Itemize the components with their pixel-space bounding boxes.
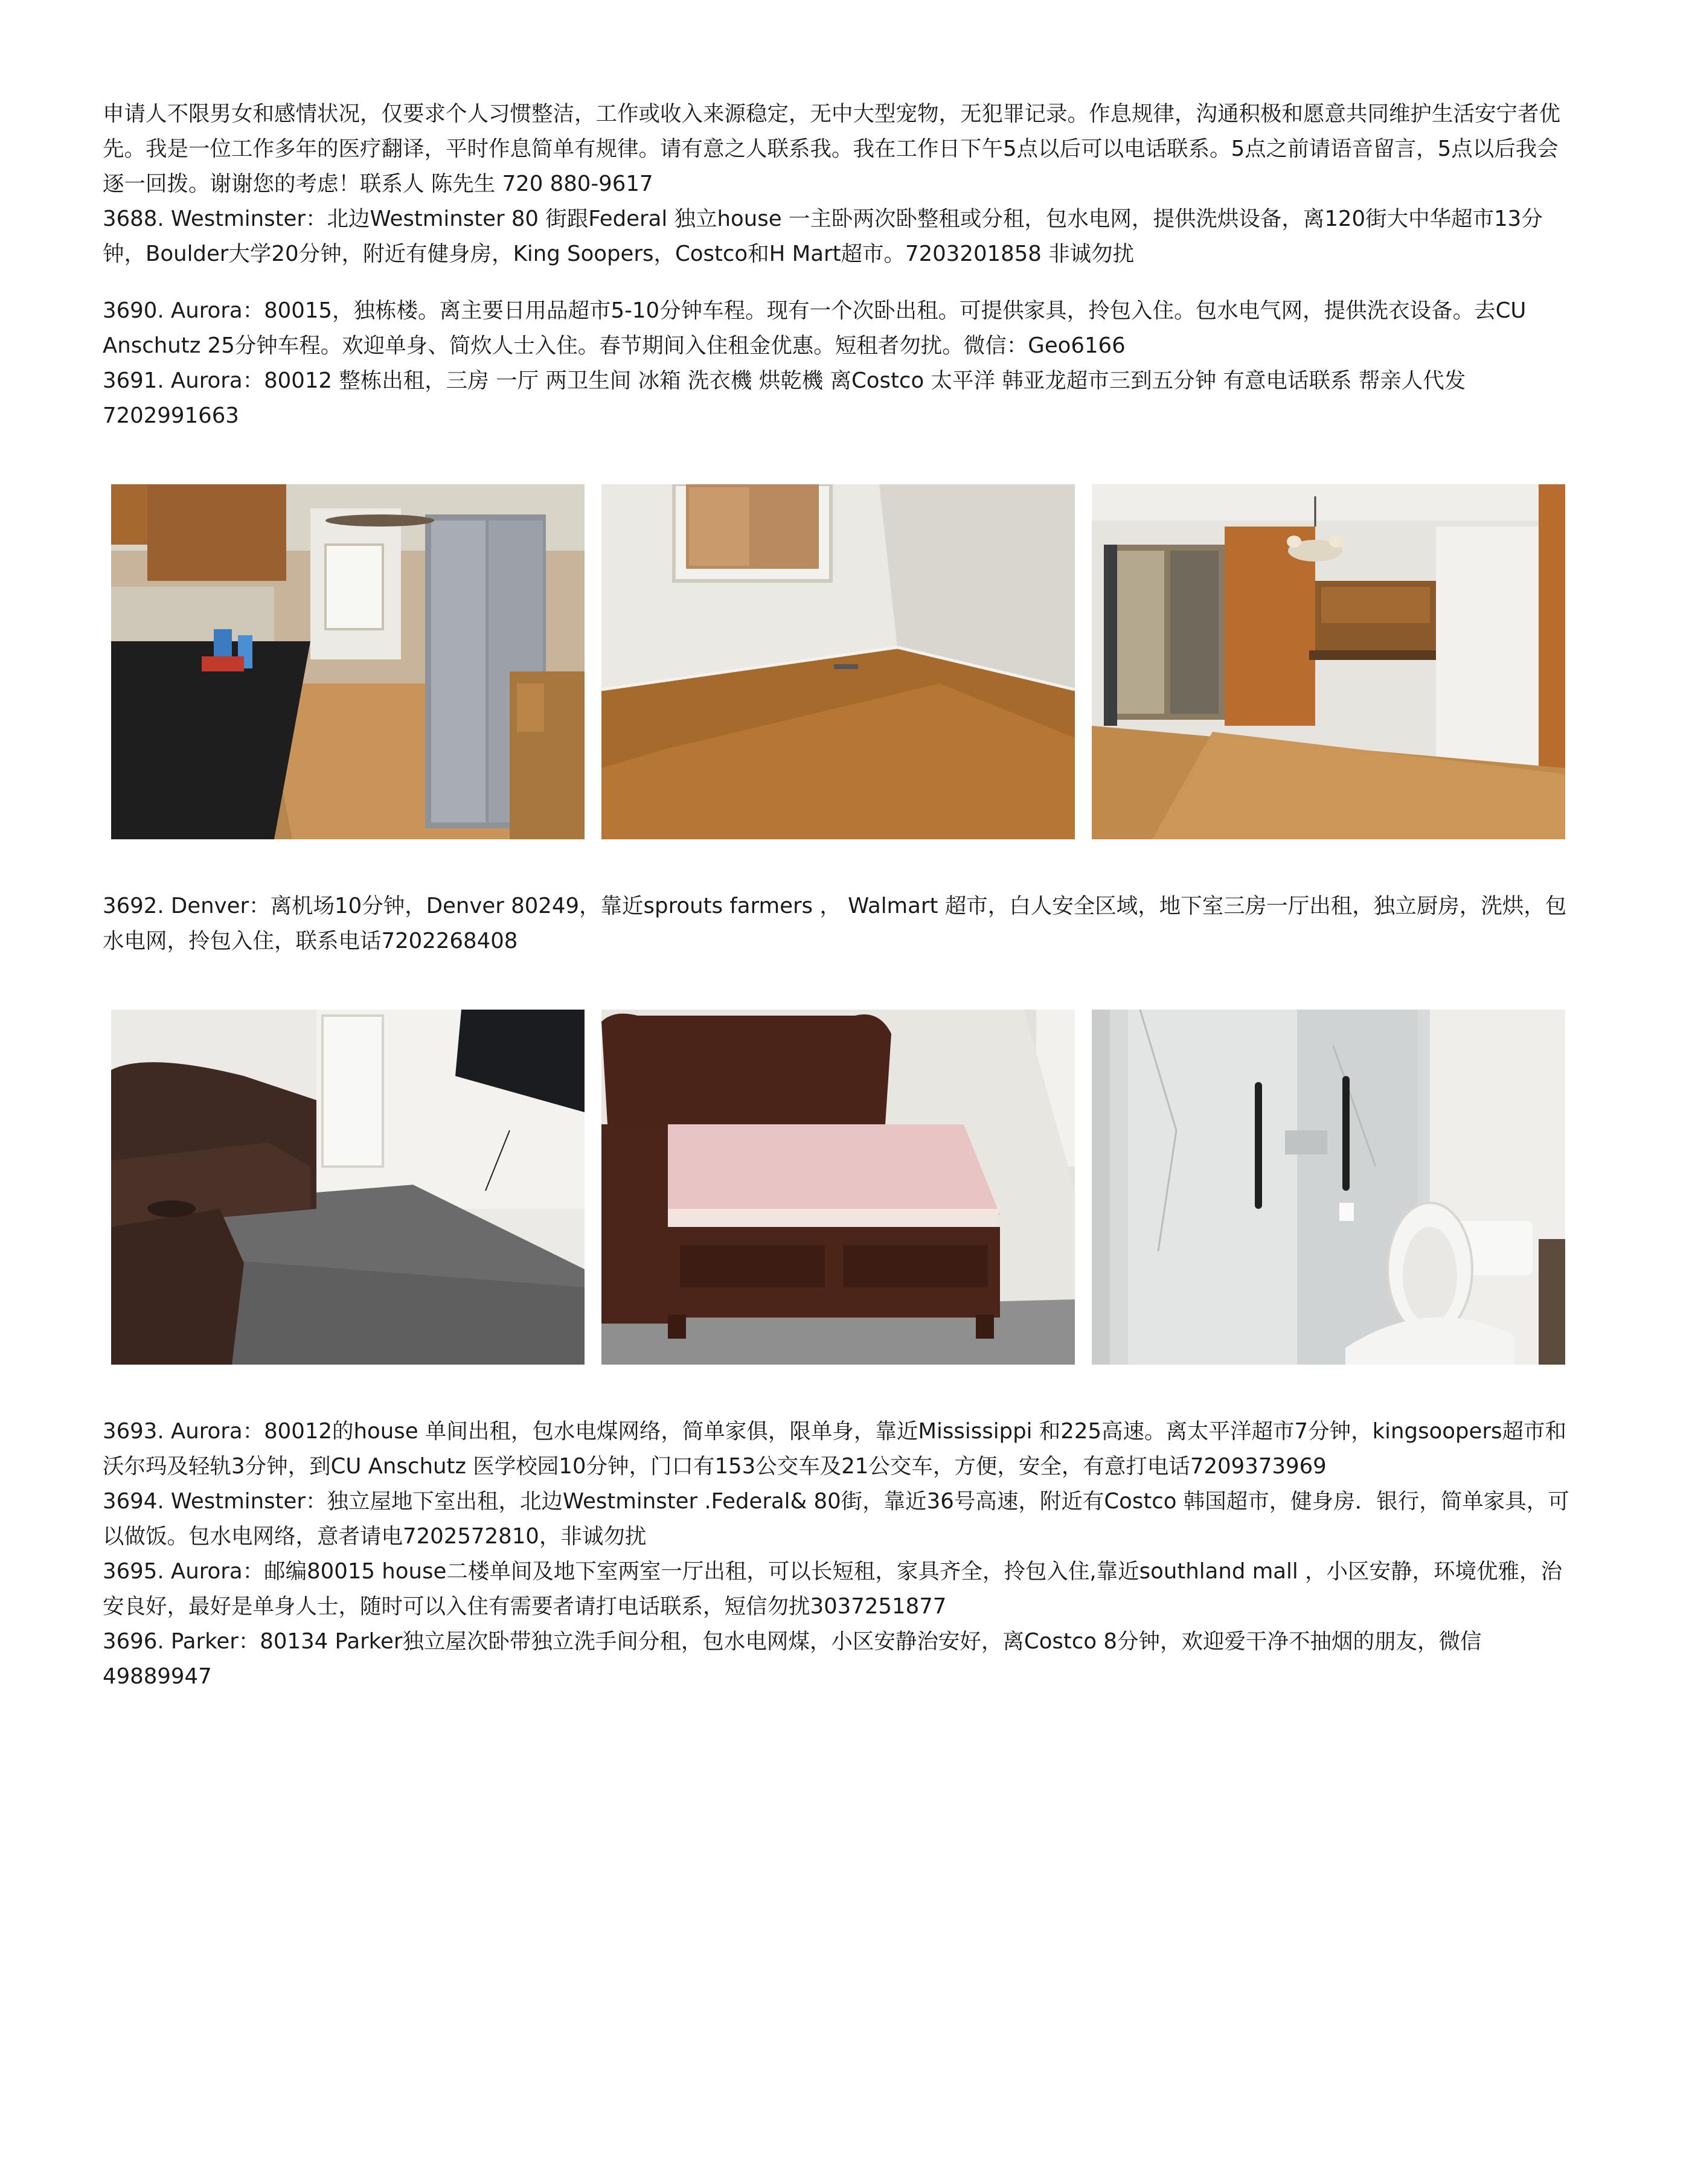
photo-row-3691 <box>111 484 1570 839</box>
listing-3690: 3690. Aurora：80015，独栋楼。离主要日用品超市5-10分钟车程。现有一个次卧出租。可提供家具，拎包入住。包水电气网，提供洗衣设备。去CU Anschutz 25分钟车程。欢迎单身、简炊人士入住。春节期间入住租金优惠。短租者勿扰。微信：Geo6166 <box>103 298 1527 358</box>
listing-3691: 3691. Aurora：80012 整栋出租，三房 一厅 两卫生间 冰箱 洗衣機 烘乾機 离Costco 太平洋 韩亚龙超市三到五分钟 有意电话联系 帮亲人代发 7202991663 <box>103 368 1466 428</box>
bathroom-photo <box>1092 1010 1565 1365</box>
listing-3695: 3695. Aurora：邮编80015 house二楼单间及地下室两室一厅出租，可以长短租，家具齐全，拎包入住,靠近southland mall ，小区安静，环境优雅，治安良好，最好是单身人士，随时可以入住有需要者请打电话联系，短信勿扰3037251877 <box>103 1559 1563 1619</box>
dining-room-photo <box>1092 484 1565 839</box>
photo-row-3692 <box>111 1010 1570 1365</box>
listing-3694: 3694. Westminster：独立屋地下室出租，北边Westminster .Federal& 80街，靠近36号高速，附近有Costco 韩国超市，健身房．银行，简单家具，可以做饭。包水电网络，意者请电7202572810，非诚勿扰 <box>103 1489 1569 1549</box>
listing-intro-text: 申请人不限男女和感情状况，仅要求个人习惯整洁，工作或收入来源稳定，无中大型宠物，无犯罪记录。作息规律，沟通积极和愿意共同维护生活安宁者优先。我是一位工作多年的医疗翻译，平时作息简单有规律。请有意之人联系我。我在工作日下午5点以后可以电话联系。5点之前请语音留言，5点以后我会逐一回拨。谢谢您的考虑！联系人 陈先生 720 880-9617 <box>103 101 1561 196</box>
living-room-photo <box>111 1010 585 1365</box>
listing-3696: 3696. Parker：80134 Parker独立屋次卧带独立洗手间分租，包水电网煤，小区安静治安好，离Costco 8分钟，欢迎爱干净不抽烟的朋友，微信 49889947 <box>103 1629 1482 1689</box>
bedroom-photo <box>601 1010 1075 1365</box>
listing-3693: 3693. Aurora：80012的house 单间出租，包水电煤网络，简单家俱，限单身，靠近Mississippi 和225高速。离太平洋超市7分钟，kingsoopers超市和沃尔玛及轻轨3分钟，到CU Anschutz 医学校园10分钟，门口有153公交车及21公交车，方便，安全，有意打电话7209373969 <box>103 1419 1566 1479</box>
kitchen-photo <box>111 484 585 839</box>
empty-room-photo <box>601 484 1075 839</box>
listing-3692: 3692. Denver：离机场10分钟，Denver 80249，靠近sprouts farmers ， Walmart 超市，白人安全区域，地下室三房一厅出租，独立厨房，洗烘，包水电网，拎包入住，联系电话7202268408 <box>103 894 1567 953</box>
listing-3688: 3688. Westminster：北边Westminster 80 街跟Federal 独立house 一主卧两次卧整租或分租，包水电网，提供洗烘设备，离120街大中华超市13分钟，Boulder大学20分钟，附近有健身房，King Soopers，Costco和H Mart超市。7203201858 非诚勿扰 <box>103 207 1543 266</box>
document-page <box>103 97 1570 1694</box>
